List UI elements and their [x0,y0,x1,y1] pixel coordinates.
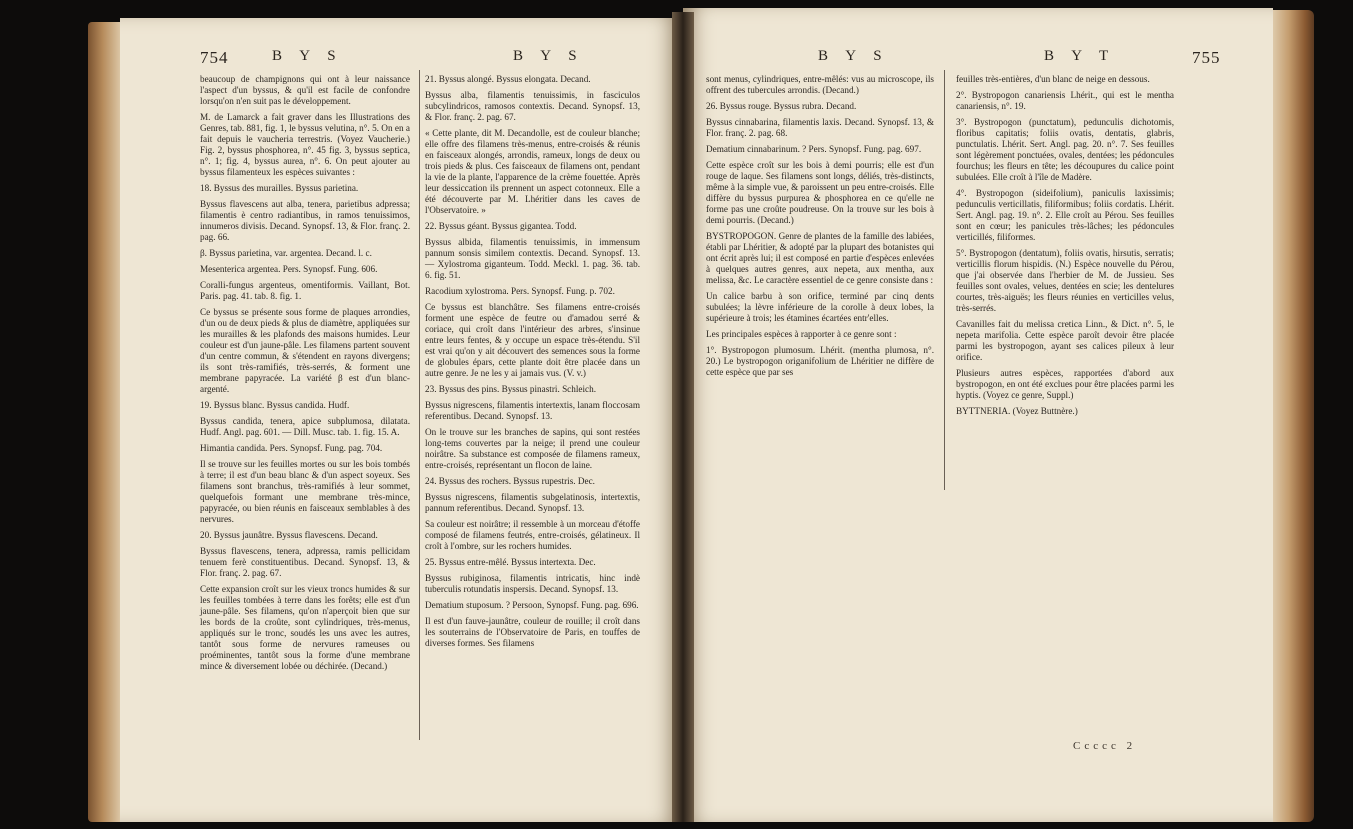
paragraph: 26. Byssus rouge. Byssus rubra. Decand. [706,101,857,111]
paragraph: Il se trouve sur les feuilles mortes ou sur les bois tombés à terre; il est d'un beau blanc & d'un aspect soyeux. Ses filamens sont branchus, très-ramifiés à leur sommet, quelquefois formant une membrane très-mince, papyracée, ou bien réunis en faisceaux semblables à des nervures. [200,459,410,524]
paragraph: 2°. Bystropogon canariensis Lhérit., qui est le mentha canariensis, n°. 19. [956,90,1174,111]
paragraph: Byssus nigrescens, filamentis intertextis, lanam floccosam referentibus. Decand. Synopsf. 13. [425,400,640,421]
right-column-1 [706,74,934,474]
left-page-edges [88,22,124,822]
paragraph: Dematium cinnabarinum. ? Pers. Synopsf. Fung. pag. 697. [706,144,922,154]
paragraph: Un calice barbu à son orifice, terminé par cinq dents subulées; la lèvre inférieure de la corolle à deux lobes, la supérieure à trois; les étamines écartées entr'elles. [706,291,934,323]
paragraph: Himantia candida. Pers. Synopsf. Fung. pag. 704. [200,443,383,453]
left-column-2 [425,74,640,764]
paragraph: M. de Lamarck a fait graver dans les Illustrations des Genres, tab. 881, fig. 1, le byssus velutina, n°. 5. On en a fait depuis le vaucheria terrestris. (Voyez Vaucherie.) Fig. 2, byssus phosphorea, n°. 45 fig. 3, byssus septica, n°. 1; fig. 4, byssus aurea, n°. 6. On peut ajouter au byssus filamenteux les espèces suivantes : [200,112,410,177]
paragraph: On le trouve sur les branches de sapins, qui sont restées long-tems couvertes par la neige; il prend une couleur noirâtre. Sa substance est composée de filamens rameux, entre-croisés, représentant un flocon de laine. [425,427,640,470]
paragraph: beaucoup de champignons qui ont à leur naissance l'aspect d'un byssus, & qu'il est facile de confondre lorsqu'on n'en suit pas le développement. [200,74,410,106]
paragraph: 23. Byssus des pins. Byssus pinastri. Schleich. [425,384,596,394]
paragraph: Sa couleur est noirâtre; il ressemble à un morceau d'étoffe composé de filamens feutrés, entre-croisés, gélatineux. Il croît à l'ombre, sur les rochers humides. [425,519,640,551]
paragraph: feuilles très-entières, d'un blanc de neige en dessous. [956,74,1150,84]
column-rule [944,70,945,490]
paragraph: 21. Byssus alongé. Byssus elongata. Decand. [425,74,591,84]
paragraph: 19. Byssus blanc. Byssus candida. Hudf. [200,400,350,410]
signature-mark: Ccccc 2 [1073,740,1137,752]
paragraph: BYTTNERIA. (Voyez Buttnère.) [956,406,1078,416]
right-column-2 [956,74,1174,494]
paragraph: Byssus candida, tenera, apice subplumosa, dilatata. Hudf. Angl. pag. 601. — Dill. Musc. tab. 1. fig. 15. A. [200,416,410,437]
paragraph: Ce byssus est blanchâtre. Ses filamens entre-croisés forment une espèce de feutre ou d'amadou serré & coriace, qui croît dans l'intérieur des arbres, s'insinue entre leurs fentes, & y occupe un espace très-étendu. S'il est vrai qu'on y ait découvert des semences sous la forme de globules épars, cette plante doit être placée dans un autre genre. Je ne les y ai jamais vus. (V. v.) [425,302,640,378]
paragraph: Mesenterica argentea. Pers. Synopsf. Fung. 606. [200,264,378,274]
left-header-left: B Y S [272,48,343,64]
paragraph: Ce byssus se présente sous forme de plaques arrondies, d'un ou de deux pieds & plus de diamètre, appliquées sur les murailles & les plafonds des maisons humides. Leur couleur est d'un jaune-pâle. Les filamens partent souvent d'un centre commun, & s'étendent en rayons divergens; ils sont très-ramifiés, très-serrés, & forment une membrane papyracée. La variété β est d'un blanc-argenté. [200,307,410,394]
paragraph: Byssus cinnabarina, filamentis laxis. Decand. Synopsf. 13, & Flor. franç. 2. pag. 68. [706,117,934,138]
paragraph: 24. Byssus des rochers. Byssus rupestris. Dec. [425,476,595,486]
paragraph: Cette espèce croît sur les bois à demi pourris; elle est d'un rouge de laque. Ses filamens sont longs, déliés, très-distincts, même à la simple vue, & paroissent un peu entre-croisés. Elle diffère du byssus purpurea & phosphorea en ce qu'elle ne forme pas une croûte poudreuse. On la trouve sur les bois à demi pourris. (Decand.) [706,160,934,225]
paragraph: β. Byssus parietina, var. argentea. Decand. l. c. [200,248,372,258]
right-page-edges [1268,10,1314,822]
paragraph: Byssus alba, filamentis tenuissimis, in fasciculos subcylindricos, ramosos contextis. Decand. Synopsf. 13, & Flor. franç. 2. pag. 67. [425,90,640,122]
left-header-center: B Y S [513,48,584,64]
left-column-1 [200,74,410,754]
left-page-number: 754 [200,48,229,67]
right-header-center: B Y S [818,48,889,64]
paragraph: Les principales espèces à rapporter à ce genre sont : [706,329,897,339]
book-gutter [672,12,694,822]
paragraph: Cavanilles fait du melissa cretica Linn., & Dict. n°. 5, le nepeta marifolia. Cette espèce paroît devoir être placée parmi les bystropogon, ayant ses calices pileux à leur orifice. [956,319,1174,362]
paragraph: Byssus flavescens aut alba, tenera, parietibus adpressa; filamentis è centro radiantibus, in ramos tenuissimos, innumeros divisis. Decand. Synopsf. 13, & Flor. franç. 2. pag. 66. [200,199,411,242]
paragraph: 3°. Bystropogon (punctatum), pedunculis dichotomis, floribus capitatis; foliis ovatis, dentatis, glabris, punctulatis. Lhérit. Sert. Angl. pag. 20. n°. 7. Ses feuilles sont légèrement ponctuées, ovales, dentées; les pédoncules fourchus; les fleurs en tête; les découpures du calice point subulées. Elle croît à l'île de Madère. [956,117,1174,182]
paragraph: Cette expansion croît sur les vieux troncs humides & sur les feuilles tombées à terre dans les forêts; elle est d'un jaune-pâle. Ses filamens, qu'on n'aperçoit bien que sur les bords de la croûte, sont cylindriques, très-menus, appliqués sur le tronc, soudés les uns avec les autres, tantôt sous forme de nervures rameuses ou proéminentes, tantôt sous la forme d'une membrane mince & diversement lobée ou déchirée. (Decand.) [200,584,410,671]
paragraph: 5°. Bystropogon (dentatum), foliis ovatis, hirsutis, serratis; verticillis florum hispidis. (N.) Espèce nouvelle du Pérou, que j'ai observée dans l'herbier de M. de Jussieu. Ses feuilles sont ovales, velues, dentées en scie; les dentelures courtes, très-aiguës; les fleurs réunies en verticilles velus, très-serrés. [956,248,1174,313]
paragraph: 4°. Bystropogon (sideifolium), paniculis laxissimis; pedunculis verticillatis, filiformibus; foliis cordatis. Lhérit. Sert. Angl. pag. 19. n°. 2. Elle croît au Pérou. Ses feuilles sont en cœur; les panicules très-lâches; les pédoncules verticillés, filiformes. [956,188,1174,242]
paragraph: Coralli-fungus argenteus, omentiformis. Vaillant, Bot. Paris. pag. 41. tab. 8. fig. 1. [200,280,410,301]
paragraph: Racodium xylostroma. Pers. Synopsf. Fung. p. 702. [425,286,615,296]
paragraph: Dematium stuposum. ? Persoon, Synopsf. Fung. pag. 696. [425,600,639,610]
paragraph: 22. Byssus géant. Byssus gigantea. Todd. [425,221,577,231]
right-page-number: 755 [1192,48,1221,67]
paragraph: 25. Byssus entre-mêlé. Byssus intertexta. Dec. [425,557,596,567]
paragraph: Byssus albida, filamentis tenuissimis, in immensum pannum sonsis similem contextis. Decand. Synopsf. 13. — Xylostroma giganteum. Todd. Meckl. 1. pag. 36. tab. 6. fig. 51. [425,237,640,280]
paragraph: 1°. Bystropogon plumosum. Lhérit. (mentha plumosa, n°. 20.) Le bystropogon origanifolium de Lhéritier ne diffère de cette espèce que par ses [706,345,934,377]
paragraph: sont menus, cylindriques, entre-mêlés: vus au microscope, ils offrent des tubercules arrondis. (Decand.) [706,74,934,95]
right-header-right: B Y T [1044,48,1116,64]
paragraph: « Cette plante, dit M. Decandolle, est de couleur blanche; elle offre des filamens très-menus, entre-croisés & réunis en faisceaux alongés, arrondis, rameux, longs de deux ou trois pieds & plus. Ces faisceaux de filamens ont, pendant la vie de la plante, l'apparence de la crème fouettée. Après leur dessiccation ils prennent un aspect cotonneux. Elle a été découverte par M. Lhéritier dans les caves de l'Observatoire. » [425,128,640,215]
paragraph: BYSTROPOGON. Genre de plantes de la famille des labiées, établi par Lhéritier, & adopté par la plupart des botanistes qui ont écrit après lui; il est composé en partie d'espèces enlevées à quelques autres genres, aux nepeta, aux mentha, aux melissa, &c. Le caractère essentiel de ce genre consiste dans : [706,231,934,285]
paragraph: 20. Byssus jaunâtre. Byssus flavescens. Decand. [200,530,378,540]
paragraph: Byssus flavescens, tenera, adpressa, ramis pellicidam tenuem ferè constituentibus. Decand. Synopsf. 13, & Flor. franç. 2. pag. 67. [200,546,410,578]
paragraph: Byssus nigrescens, filamentis subgelatinosis, intertextis, pannum referentibus. Decand. Synopsf. 13. [425,492,640,513]
paragraph: Il est d'un fauve-jaunâtre, couleur de rouille; il croît dans les souterrains de l'Observatoire de Paris, en touffes de diverses formes. Ses filamens [425,616,640,648]
paragraph: Byssus rubiginosa, filamentis intricatis, hinc indè tuberculis rotundatis inspersis. Decand. Synopsf. 13. [425,573,640,594]
column-rule [419,70,420,740]
paragraph: 18. Byssus des murailles. Byssus parietina. [200,183,359,193]
paragraph: Plusieurs autres espèces, rapportées d'abord aux bystropogon, en ont été exclues pour être placées parmi les hyptis. (Voyez ce genre, Suppl.) [956,368,1174,400]
